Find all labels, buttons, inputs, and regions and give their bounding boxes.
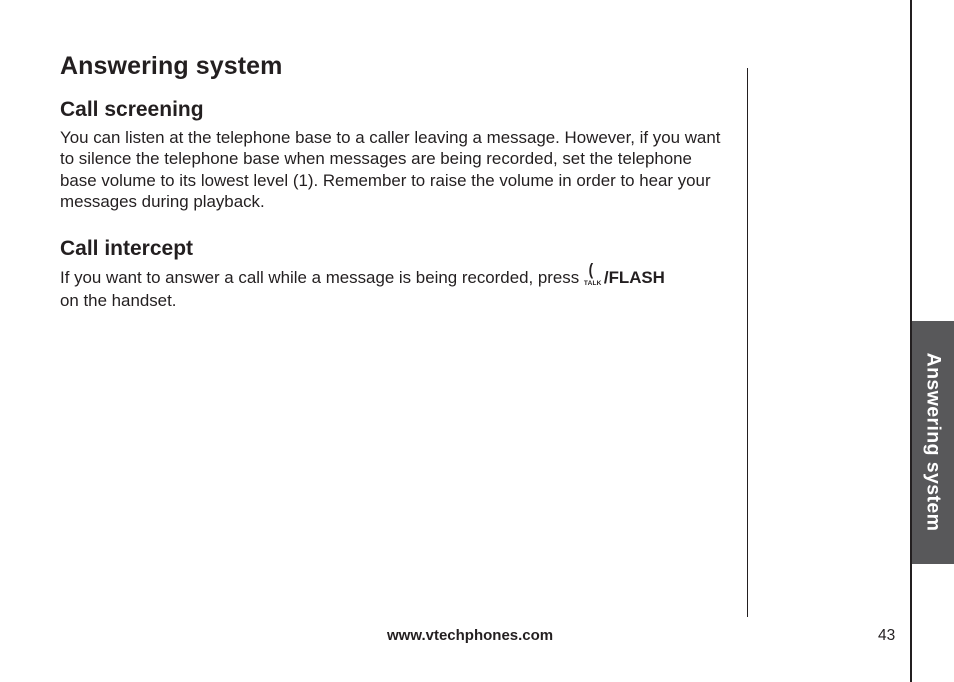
page-number: 43 [878, 627, 896, 644]
side-tab-label: Answering system [922, 352, 945, 532]
flash-key-name: /FLASH [603, 268, 665, 287]
call-intercept-text-start: If you want to answer a call while a message is being recorded, press [60, 268, 584, 287]
talk-key-label: TALK [583, 280, 602, 287]
handset-glyph: ( [588, 260, 593, 279]
column-divider [747, 68, 748, 617]
page-title: Answering system [60, 52, 283, 80]
call-intercept-text [60, 261, 728, 312]
handset-talk-icon [584, 261, 604, 289]
call-intercept-heading: Call intercept [60, 237, 194, 260]
call-screening-text: You can listen at the telephone base to a caller leaving a message. However, if you want to silence the telephone base when messages are being recorded, set the telephone base volume to its lowest level (1). Remember to raise the volume in order to hear your messages during playback. [60, 128, 721, 211]
footer-url: www.vtechphones.com [387, 627, 554, 644]
call-intercept-text-end: on the handset. [60, 290, 177, 310]
call-screening-heading: Call screening [60, 98, 204, 121]
section-side-tab [912, 321, 954, 564]
